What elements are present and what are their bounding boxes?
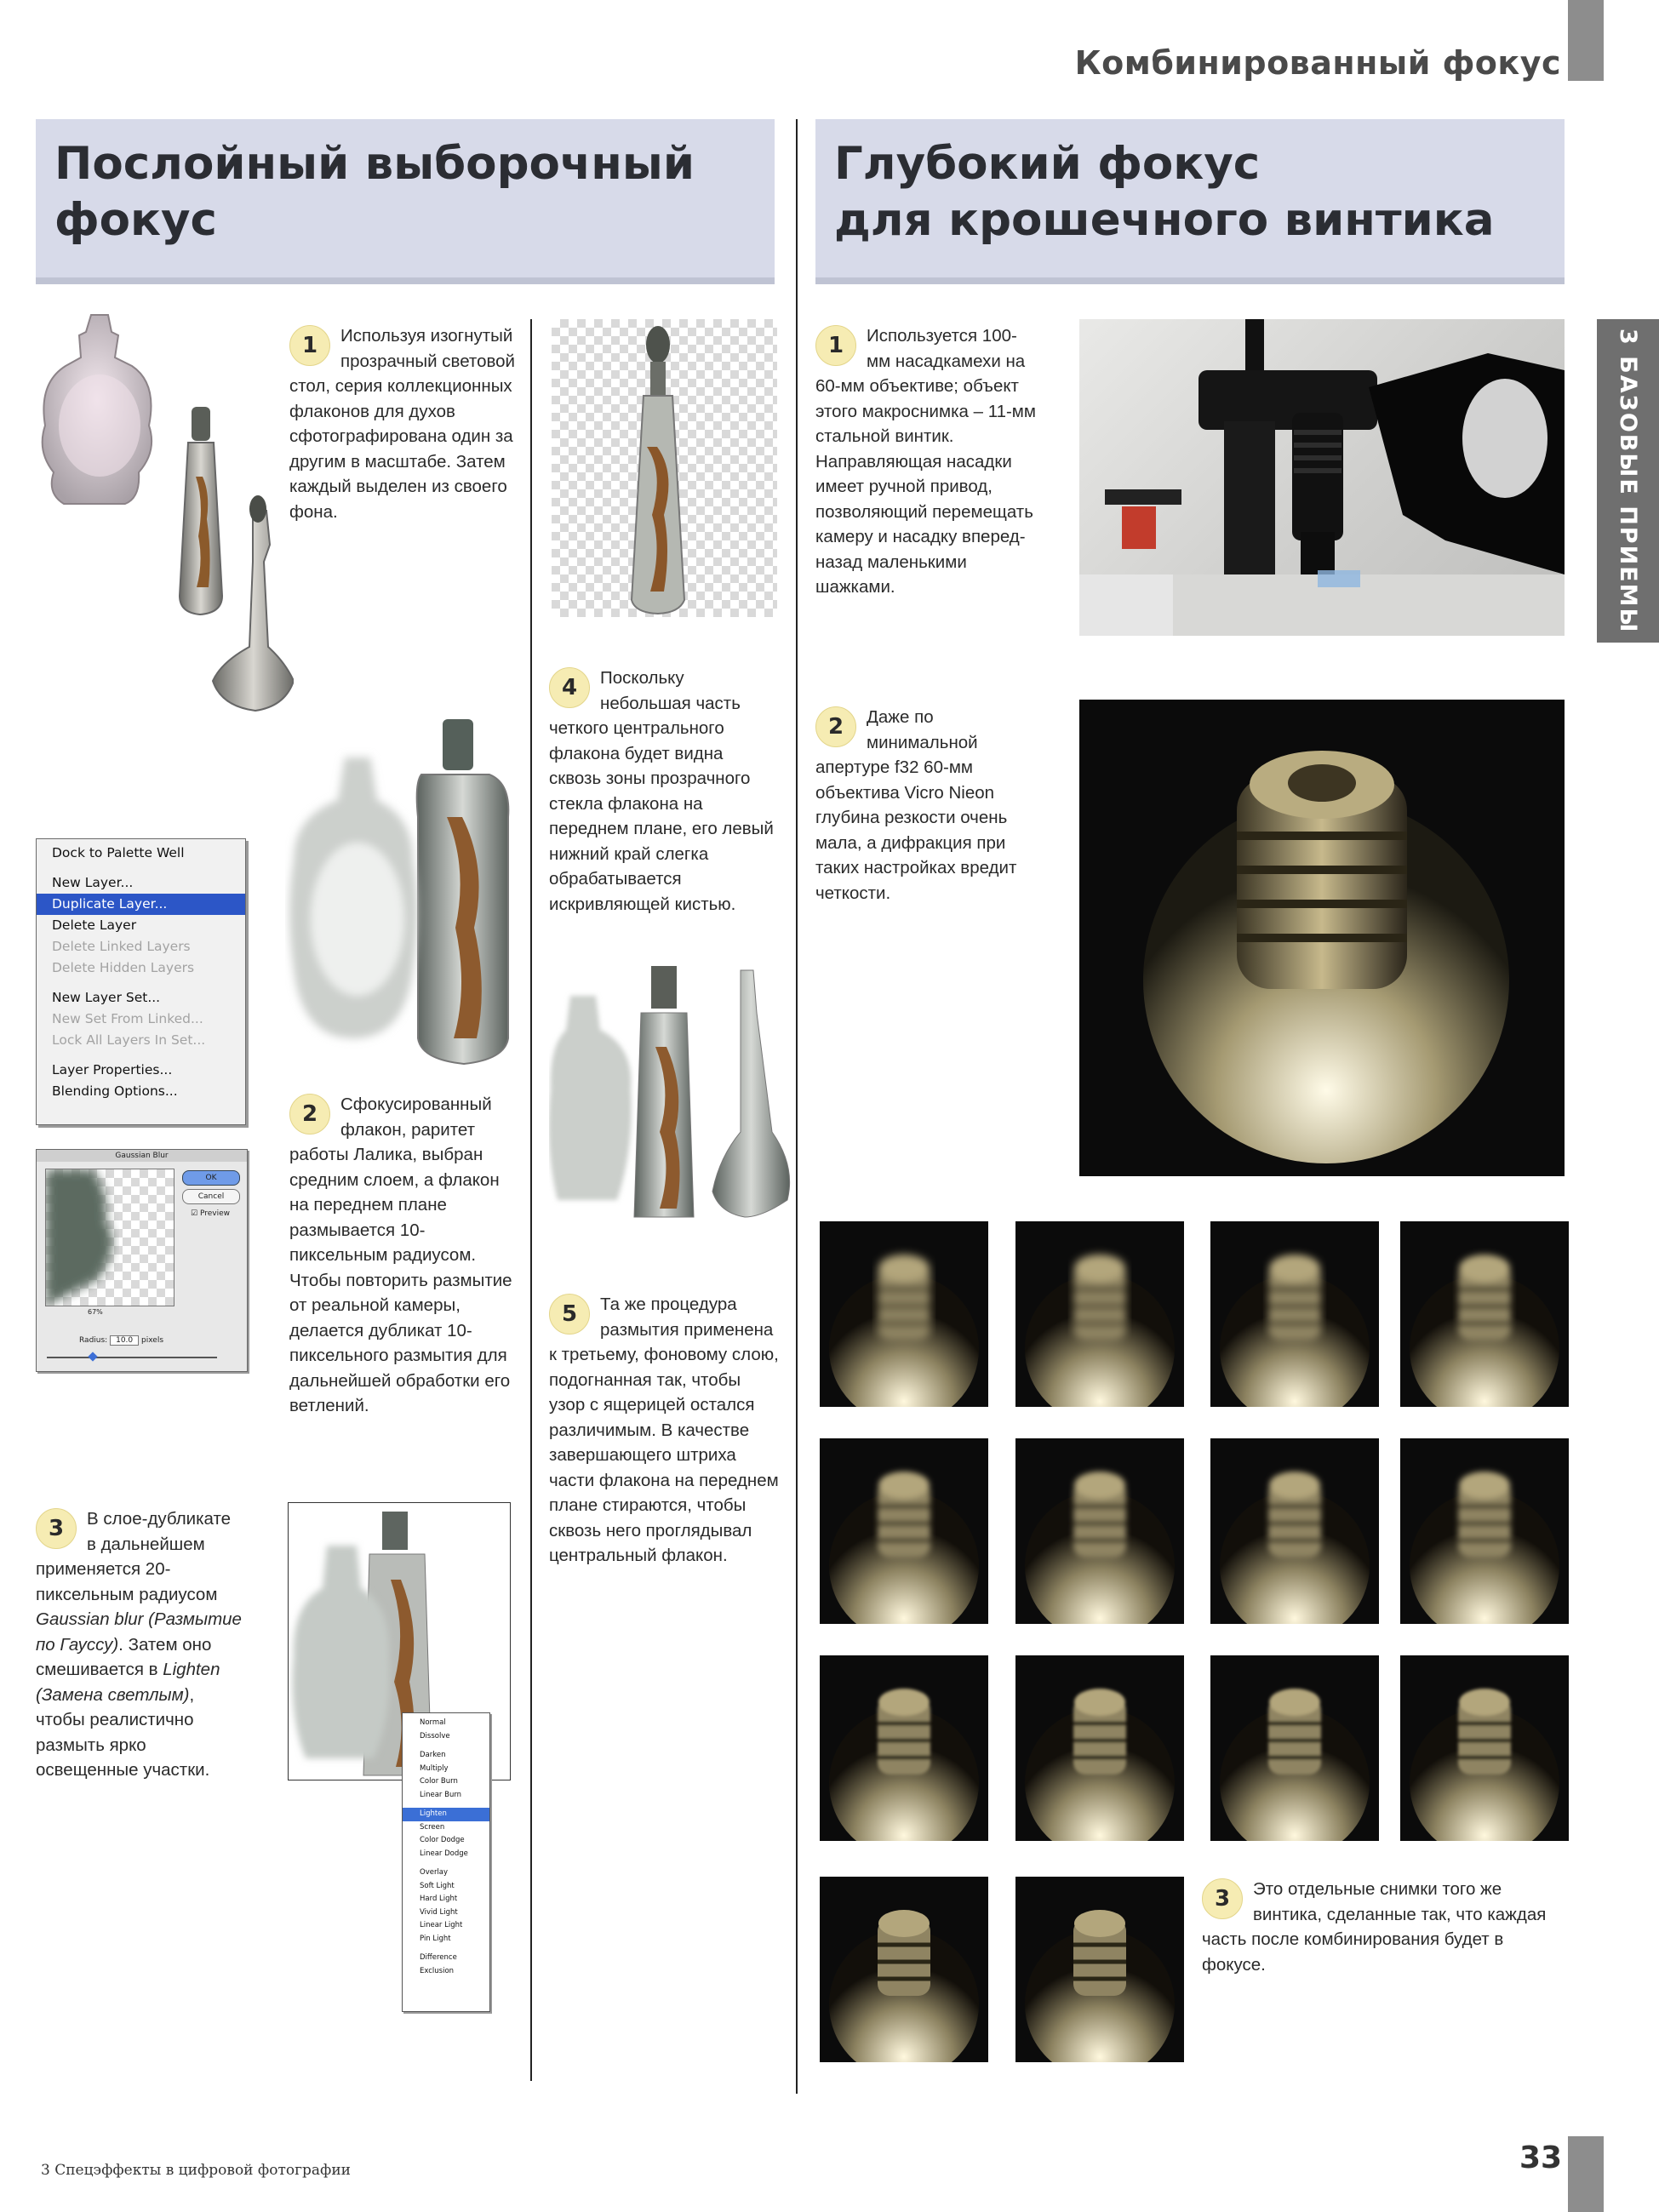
screw-focus-thumbnail (1400, 1438, 1569, 1624)
screw-focus-thumbnail (1015, 1877, 1184, 2062)
step-text: Даже по минимальной апертуре f32 60-мм объектива Vicro Nieon глубина резкости очень мала, а дифракция при таких настройках вредит четкости. (815, 707, 1017, 903)
blend-menu-item[interactable]: Linear Burn (420, 1790, 462, 1799)
step-number-badge: 5 (549, 1294, 590, 1335)
blend-menu-item[interactable]: Difference (420, 1953, 457, 1962)
lighten-term: Lighten (Замена светлым) (36, 1660, 220, 1705)
step-3-text-b: . Затем оно смешивается в (36, 1634, 212, 1679)
step-number-badge: 2 (815, 706, 856, 747)
step-text: Используя изогнутый прозрачный световой стол, серия коллекционных флаконов для духов сфотографирована один за другим в масштабе. Затем каждый выделен из своего фона. (289, 326, 516, 522)
blend-menu-item[interactable]: Lighten (403, 1808, 489, 1821)
left-title-bar (36, 119, 775, 277)
screw-focus-thumbnail (820, 1221, 988, 1407)
blend-menu-item[interactable]: Multiply (420, 1763, 449, 1773)
menu-separator (403, 1743, 489, 1749)
layers-menu-item[interactable]: New Layer Set... (52, 990, 161, 1005)
layers-menu-item[interactable]: Dock to Palette Well (52, 845, 185, 860)
blend-menu-item[interactable]: Pin Light (420, 1934, 451, 1943)
screw-closeup-photo (1079, 700, 1565, 1176)
step-text: Поскольку небольшая часть четкого центрального флакона будет видна сквозь зоны прозрачного стекла флакона на переднем плане, его левый нижний край слегка обрабатывается искривляющей кистью. (549, 668, 774, 914)
blend-menu-item[interactable]: Soft Light (420, 1881, 455, 1890)
screw-focus-thumbnail (1210, 1655, 1379, 1841)
blend-menu-item[interactable]: Linear Light (420, 1921, 463, 1929)
chapter-side-text: 3 БАЗОВЫЕ ПРИЕМЫ (1615, 328, 1641, 634)
three-bottles-photo (549, 962, 796, 1243)
blend-menu-item[interactable]: Exclusion (420, 1966, 455, 1975)
screw-focus-thumbnail (1015, 1221, 1184, 1407)
screw-focus-thumbnail (1210, 1438, 1379, 1624)
right-title-bar (815, 119, 1565, 277)
radius-input[interactable]: 10.0 (110, 1335, 139, 1346)
cutout-bottle-drawing (552, 319, 777, 617)
left-step-4 (549, 666, 779, 917)
left-step-3 (36, 1506, 244, 1783)
step-number-badge: 4 (549, 667, 590, 708)
layers-menu-item[interactable]: Blending Options... (52, 1083, 178, 1099)
layers-menu-item: Delete Hidden Layers (52, 960, 195, 975)
right-step-2 (815, 705, 1038, 906)
layers-menu-item: Delete Linked Layers (52, 939, 191, 954)
section-divider (796, 119, 798, 2094)
blend-menu-item[interactable]: Overlay (420, 1868, 449, 1877)
step-number-badge: 1 (289, 325, 330, 366)
step-text: Используется 100-мм насадкамехи на 60-мм объективе; объект этого макроснимка – 11-мм стальной винтик. Направляющая насадки имеет ручной привод, позволяющий перемещать камеру и насадку вперед-назад маленькими шажками. (815, 326, 1036, 597)
step-3-text-c: , чтобы реалистично размыть ярко освещенные участки. (36, 1684, 210, 1780)
cancel-button[interactable]: Cancel (182, 1189, 240, 1204)
radius-unit: pixels (141, 1336, 164, 1345)
layers-menu-item: New Set From Linked... (52, 1011, 203, 1026)
page-edge-tab-bottom (1568, 2136, 1604, 2212)
preview-label: Preview (199, 1209, 230, 1218)
gaussian-blur-dialog (36, 1149, 248, 1372)
menu-separator (403, 1860, 489, 1866)
layers-menu-item[interactable]: Delete Layer (52, 917, 137, 933)
blend-menu-item[interactable]: Dissolve (420, 1731, 450, 1740)
dialog-title: Gaussian Blur (37, 1150, 247, 1162)
screw-focus-thumbnail (1400, 1221, 1569, 1407)
page-edge-tab-top (1568, 0, 1604, 81)
right-step-3 (1202, 1877, 1568, 1977)
step-text: Та же процедура размытия применена к третьему, фоновому слою, подогнанная так, чтобы узор с ящерицей остался различимым. В качестве завершающего штриха части флакона на переднем плане стираются, чтобы сквозь него проглядывал центральный флакон. (549, 1295, 779, 1565)
radius-slider[interactable] (47, 1357, 217, 1358)
screw-focus-thumbnail (820, 1655, 988, 1841)
macro-setup-photo (1079, 319, 1565, 636)
layers-menu-item[interactable]: Layer Properties... (52, 1062, 173, 1077)
menu-separator (37, 1051, 245, 1060)
screw-focus-thumbnail (1210, 1221, 1379, 1407)
left-step-1 (289, 323, 515, 524)
macro-setup-drawing (1079, 319, 1565, 636)
blend-menu-item[interactable]: Color Burn (420, 1777, 458, 1786)
blurred-bottles-photo (285, 715, 532, 1072)
layers-menu-item: Lock All Layers In Set... (52, 1032, 206, 1048)
blend-menu-item[interactable]: Screen (420, 1822, 445, 1832)
step-text: Это отдельные снимки того же винтика, сделанные так, что каждая часть после комбинирования будет в фокусе. (1202, 1879, 1547, 1975)
step-number-badge: 1 (815, 325, 856, 366)
step-number-badge: 2 (289, 1094, 330, 1135)
menu-separator (403, 1802, 489, 1808)
layers-menu-item[interactable]: Duplicate Layer... (37, 894, 245, 915)
menu-separator (403, 1946, 489, 1952)
blend-menu-item[interactable]: Linear Dodge (420, 1849, 468, 1858)
slider-thumb[interactable] (88, 1352, 97, 1361)
blend-menu-item[interactable]: Normal (420, 1718, 446, 1727)
screw-closeup-drawing (1079, 700, 1565, 1176)
menu-separator (37, 979, 245, 987)
blur-preview-drawing (46, 1169, 174, 1306)
zoom-level: 67% (88, 1308, 103, 1316)
perfume-bottles-photo (30, 306, 294, 732)
preview-checkbox[interactable]: ☑ Preview (191, 1209, 230, 1218)
blend-menu-item[interactable]: Color Dodge (420, 1836, 465, 1844)
screw-focus-thumbnail (820, 1877, 988, 2062)
blend-mode-menu[interactable] (402, 1712, 490, 2012)
layers-menu-item[interactable]: New Layer... (52, 875, 134, 890)
blend-menu-item[interactable]: Hard Light (420, 1895, 458, 1903)
radius-row (79, 1335, 163, 1346)
gaussian-blur-term: Gaussian blur (Размытие по Гауссу) (36, 1609, 242, 1655)
left-section-title: Послойный выборочный фокус (54, 138, 695, 246)
screw-focus-thumbnail (1015, 1438, 1184, 1624)
running-header: Комбинированный фокус (1074, 44, 1561, 82)
right-step-1 (815, 323, 1038, 600)
step-3-text-a: В слое-дубликате в дальнейшем применяется 20-пиксельным радиусом (36, 1509, 232, 1604)
step-number-badge: 3 (1202, 1878, 1243, 1919)
left-column-rule (530, 319, 532, 2081)
page-number: 33 (1519, 2141, 1563, 2175)
step-number-badge: 3 (36, 1508, 77, 1549)
screw-focus-thumbnail (1015, 1655, 1184, 1841)
step-text: Сфокусированный флакон, раритет работы Лалика, выбран средним слоем, а флакон на переднем плане размывается 10-пиксельным радиусом. Чтобы повторить размытие от реальной камеры, делается дубликат 10-пиксельного размытия для дальнейшей обработки его ветлений. (289, 1095, 512, 1415)
step-text (36, 1506, 244, 1783)
left-step-2 (289, 1092, 515, 1419)
layers-palette-menu[interactable] (36, 838, 246, 1125)
screw-focus-thumbnail (1400, 1655, 1569, 1841)
footer-title: 3 Спецэффекты в цифровой фотографии (41, 2162, 351, 2179)
chapter-side-label (1597, 319, 1659, 643)
blend-menu-item[interactable]: Darken (420, 1751, 446, 1759)
left-step-5 (549, 1292, 779, 1569)
ok-button[interactable]: OK (182, 1170, 240, 1186)
blur-preview-area (45, 1169, 174, 1306)
radius-label: Radius: (79, 1336, 108, 1345)
blend-menu-item[interactable]: Vivid Light (420, 1907, 458, 1917)
menu-separator (37, 864, 245, 872)
right-section-title: Глубокий фокус для крошечного винтика (834, 138, 1495, 246)
screw-focus-thumbnail (820, 1438, 988, 1624)
cutout-bottle-image (552, 319, 777, 617)
